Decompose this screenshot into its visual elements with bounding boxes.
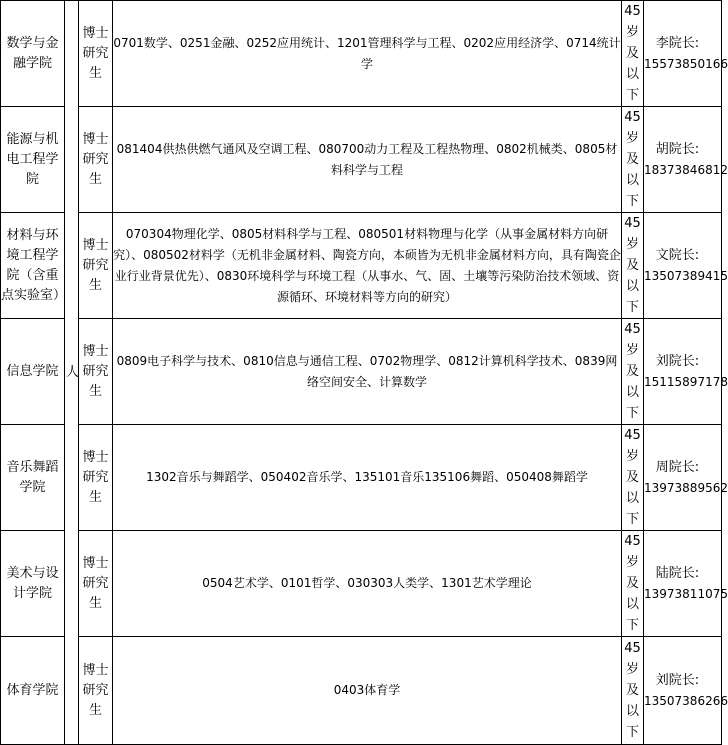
contact-cell xyxy=(644,1,728,107)
contact-name: 胡院长: xyxy=(655,141,700,157)
contact-cell xyxy=(644,425,728,531)
contact-cell xyxy=(644,319,728,425)
contact-cell xyxy=(644,637,728,745)
age-cell: 45岁及以下 xyxy=(622,319,644,425)
table-row xyxy=(1,107,722,213)
contact-phone: 13507389415 xyxy=(644,268,728,283)
age-cell: 45岁及以下 xyxy=(622,531,644,637)
contact-phone: 13507386266 xyxy=(644,693,728,708)
majors-cell: 1302音乐与舞蹈学、050402音乐学、135101音乐135106舞蹈、050408舞蹈学 xyxy=(113,425,622,531)
contact-name: 周院长: xyxy=(655,459,700,475)
college-cell: 音乐舞蹈学院 xyxy=(1,425,65,531)
degree-cell: 博士研究生 xyxy=(79,319,113,425)
table-row xyxy=(1,319,722,425)
majors-cell: 0504艺术学、0101哲学、030303人类学、1301艺术学理论 xyxy=(113,531,622,637)
degree-cell: 博士研究生 xyxy=(79,531,113,637)
headcount-text: 人 xyxy=(66,364,80,380)
contact-cell xyxy=(644,107,728,213)
contact-cell xyxy=(644,213,728,319)
table-row xyxy=(1,1,722,107)
contact-phone: 13973811075 xyxy=(644,586,728,601)
college-cell: 数学与金融学院 xyxy=(1,1,65,107)
age-cell: 45岁及以下 xyxy=(622,425,644,531)
contact-name: 文院长: xyxy=(655,247,700,263)
contact-cell xyxy=(644,531,728,637)
table-row xyxy=(1,425,722,531)
majors-cell: 070304物理化学、0805材料科学与工程、080501材料物理与化学（从事金属材料方向研究）、080502材料学（无机非金属材料、陶瓷方向，本硕皆为无机非金属材料方向，具有陶瓷企业行业背景优先）、0830环境科学与环境工程（从事水、气、固、土壤等污染防治技术领域、资源循环、环境材料等方向的研究） xyxy=(113,213,622,319)
contact-phone: 18373846812 xyxy=(644,162,728,177)
degree-cell: 博士研究生 xyxy=(79,107,113,213)
degree-cell: 博士研究生 xyxy=(79,213,113,319)
degree-cell: 博士研究生 xyxy=(79,1,113,107)
college-cell: 信息学院 xyxy=(1,319,65,425)
contact-name: 李院长: xyxy=(655,35,700,51)
contact-phone: 15573850166 xyxy=(644,56,728,71)
contact-phone: 15115897178 xyxy=(644,374,728,389)
majors-cell: 0403体育学 xyxy=(113,637,622,745)
headcount-cell xyxy=(65,1,79,745)
contact-phone: 13973889562 xyxy=(644,480,728,495)
college-cell: 材料与环境工程学院（含重点实验室） xyxy=(1,213,65,319)
table-row xyxy=(1,531,722,637)
contact-name: 刘院长: xyxy=(655,353,700,369)
degree-cell: 博士研究生 xyxy=(79,425,113,531)
majors-cell: 081404供热供燃气通风及空调工程、080700动力工程及工程热物理、0802机械类、0805材料科学与工程 xyxy=(113,107,622,213)
contact-name: 陆院长: xyxy=(655,565,700,581)
age-cell: 45岁及以下 xyxy=(622,213,644,319)
age-cell: 45岁及以下 xyxy=(622,637,644,745)
college-cell: 体育学院 xyxy=(1,637,65,745)
table-row xyxy=(1,213,722,319)
age-cell: 45岁及以下 xyxy=(622,107,644,213)
age-cell: 45岁及以下 xyxy=(622,1,644,107)
degree-cell: 博士研究生 xyxy=(79,637,113,745)
majors-cell: 0809电子科学与技术、0810信息与通信工程、0702物理学、0812计算机科学技术、0839网络空间安全、计算数学 xyxy=(113,319,622,425)
table-row xyxy=(1,637,722,745)
college-cell: 美术与设计学院 xyxy=(1,531,65,637)
majors-cell: 0701数学、0251金融、0252应用统计、1201管理科学与工程、0202应用经济学、0714统计学 xyxy=(113,1,622,107)
college-cell: 能源与机电工程学院 xyxy=(1,107,65,213)
contact-name: 刘院长: xyxy=(655,672,700,688)
